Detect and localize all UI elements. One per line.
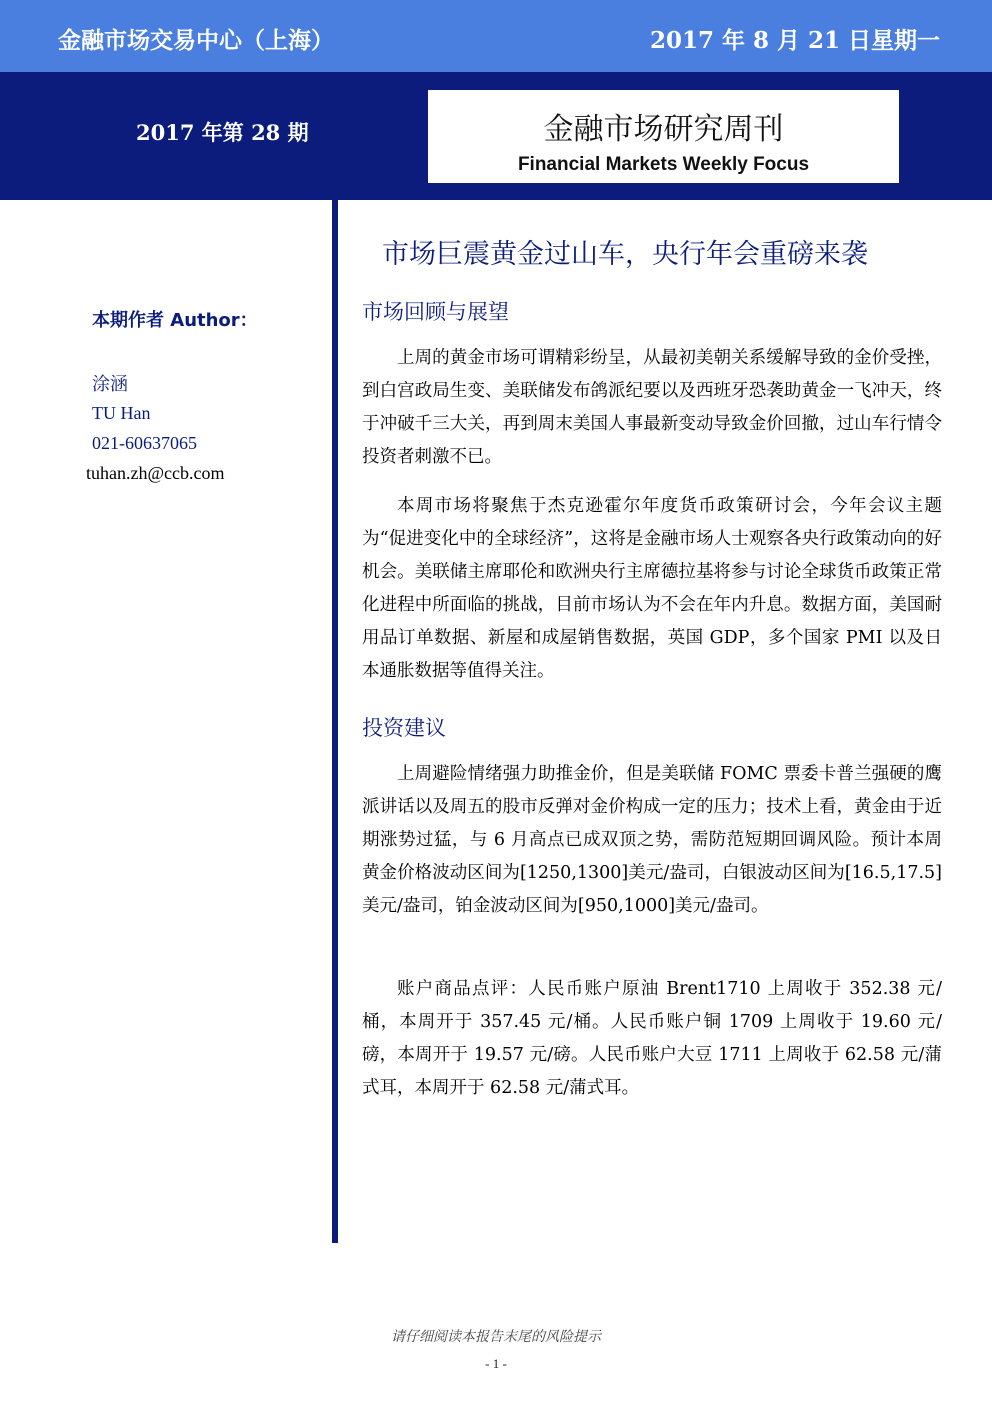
title-box — [428, 90, 899, 183]
author-phone: 021-60637065 — [92, 433, 197, 453]
paragraph-review-1: 上周的黄金市场可谓精彩纷呈，从最初美朝关系缓解导致的金价受挫，到白宫政局生变、美联储发布鸽派纪要以及西班牙恐袭助黄金一飞冲天，终于冲破千三大关，再到周末美国人事最新变动导致金价回撤，过山车行情令投资者刺激不已。 — [362, 348, 942, 467]
org-name: 金融市场交易中心（上海） — [58, 28, 334, 54]
issue-number: 2017 年第 28 期 — [136, 120, 309, 145]
title-band — [0, 72, 992, 200]
top-bar — [0, 0, 992, 72]
author-name-en: TU Han — [92, 403, 151, 423]
author-label: 本期作者 Author： — [92, 310, 258, 331]
author-name-cn: 涂涵 — [92, 374, 128, 394]
report-date: 2017 年 8 月 21 日星期一 — [649, 27, 940, 54]
risk-notice: 请仔细阅读本报告末尾的风险提示 — [391, 1329, 601, 1345]
publication-title-cn: 金融市场研究周刊 — [543, 112, 784, 147]
section-title-advice: 投资建议 — [362, 716, 446, 740]
section-title-review: 市场回顾与展望 — [362, 300, 509, 324]
publication-title-en: Financial Markets Weekly Focus — [517, 154, 810, 175]
page-number: - 1 - — [485, 1356, 507, 1371]
paragraph-advice-2: 账户商品点评：人民币账户原油 Brent1710 上周收于 352.38 元/桶，本周开于 357.45 元/桶。人民币账户铜 1709 上周收于 19.60 元/磅，本周开于 19.57 元/磅。人民币账户大豆 1711 上周收于 62.58 元/蒲式耳，本周开于 62.58 元/蒲式耳。 — [362, 979, 942, 1098]
article-headline: 市场巨震黄金过山车，央行年会重磅来袭 — [382, 239, 868, 270]
author-email: tuhan.zh@ccb.com — [86, 463, 225, 483]
paragraph-review-2: 本周市场将聚焦于杰克逊霍尔年度货币政策研讨会，今年会议主题为“促进变化中的全球经济”，这将是金融市场人士观察各央行政策动向的好机会。美联储主席耶伦和欧洲央行主席德拉基将参与讨论全球货币政策正常化进程中所面临的挑战，目前市场认为不会在年内升息。数据方面，美国耐用品订单数据、新屋和成屋销售数据，英国 GDP，多个国家 PMI 以及日本通胀数据等值得关注。 — [362, 496, 942, 681]
paragraph-advice-1: 上周避险情绪强力助推金价，但是美联储 FOMC 票委卡普兰强硬的鹰派讲话以及周五的股市反弹对金价构成一定的压力；技术上看，黄金由于近期涨势过猛，与 6 月高点已成双顶之势，需防范短期回调风险。预计本周黄金价格波动区间为[1250,1300]美元/盎司，白银波动区间为[16.5,17.5]美元/盎司，铂金波动区间为[950,1000]美元/盎司。 — [362, 764, 942, 916]
column-divider — [332, 200, 338, 1243]
